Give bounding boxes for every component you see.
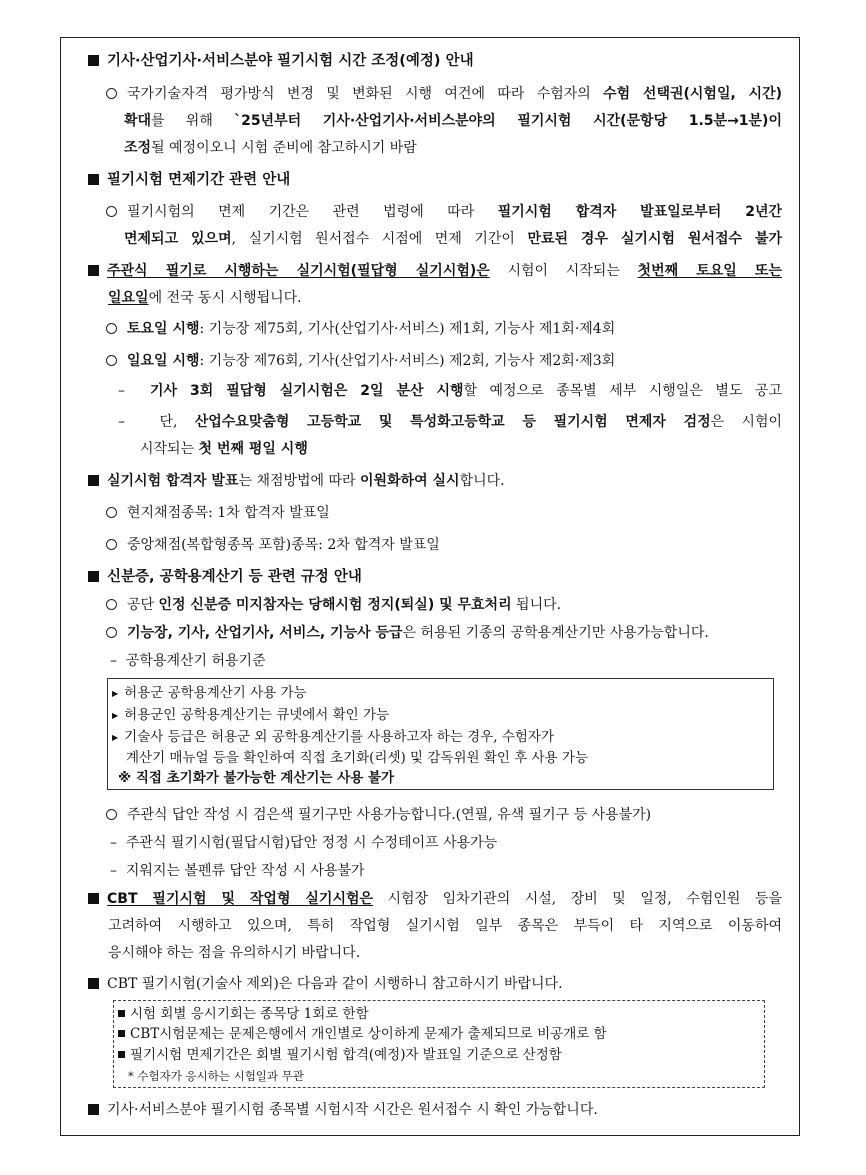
- s2-line-2: 면제되고 있으며, 실기시험 원서접수 시점에 면제 기간이 만료된 경우 실기시험 원서접수 불가: [124, 231, 782, 247]
- dash-bullet-icon: –: [110, 653, 126, 669]
- box1-item-3-cont: 계산기 매뉴얼 등을 확인하여 직접 초기화(리셋) 및 감독위원 확인 후 사용 가능: [126, 750, 589, 766]
- dash-bullet-icon: –: [110, 863, 126, 879]
- s4-item-1: 현지채점종목: 1차 합격자 발표일: [106, 504, 330, 522]
- s3-saturday: 토요일 시행: 기능장 제75회, 기사(산업기사·서비스) 제1회, 기능사 제1회·제4회: [106, 320, 615, 338]
- circle-bullet-icon: [106, 627, 117, 638]
- s5-dash-2: – 주관식 필기시험(필답시험)답안 정정 시 수정테이프 사용가능: [110, 835, 498, 851]
- s1-line-3: 조정될 예정이오니 시험 준비에 참고하시기 바람: [124, 140, 417, 156]
- s3-title-line-2: 일요일에 전국 동시 시행됩니다.: [108, 290, 302, 306]
- circle-bullet-icon: [106, 206, 117, 217]
- section-2-title: 필기시험 면제기간 관련 안내: [88, 171, 290, 189]
- notice-frame: [60, 37, 800, 1136]
- circle-bullet-icon: [106, 507, 117, 518]
- square-bullet-icon: [118, 1051, 125, 1058]
- box2-item-2: CBT시험문제는 문제은행에서 개인별로 상이하게 문제가 출제되므로 비공개로 함: [118, 1025, 607, 1043]
- triangle-bullet-icon: ▶: [112, 711, 119, 720]
- s3-dash-2: – 단, 산업수요맞춤형 고등학교 및 특성화고등학교 등 필기시험 면제자 검정은 시험이: [118, 414, 782, 430]
- s5-item-2: 기능장, 기사, 산업기사, 서비스, 기능사 등급은 허용된 기종의 공학용계산기만 사용가능합니다.: [106, 624, 709, 642]
- s6-line-3: 응시해야 하는 점을 유의하시기 바랍니다.: [108, 945, 361, 961]
- square-bullet-icon: [88, 571, 99, 582]
- s3-sunday: 일요일 시행: 기능장 제76회, 기사(산업기사·서비스) 제2회, 기능사 제2회·제3회: [106, 352, 615, 370]
- s5-dash-3: – 지워지는 볼펜류 답안 작성 시 사용불가: [110, 863, 365, 879]
- section-8-title: 기사·서비스분야 필기시험 종목별 시험시작 시간은 원서접수 시 확인 가능합니다.: [88, 1101, 598, 1119]
- circle-bullet-icon: [106, 88, 117, 99]
- box1-item-2: ▶ 허용군인 공학용계산기는 큐넷에서 확인 가능: [112, 707, 390, 723]
- box2-item-1: 시험 회별 응시기회는 종목당 1회로 한함: [118, 1005, 369, 1023]
- dash-bullet-icon: –: [118, 414, 160, 430]
- square-bullet-icon: [88, 1104, 99, 1115]
- box2-item-3: 필기시험 면제기간은 회별 필기시험 합격(예정)자 발표일 기준으로 산정함: [118, 1046, 562, 1064]
- circle-bullet-icon: [106, 355, 117, 366]
- square-bullet-icon: [88, 475, 99, 486]
- square-bullet-icon: [118, 1030, 125, 1037]
- box1-item-1: ▶ 허용군 공학용계산기 사용 가능: [112, 685, 307, 701]
- square-bullet-icon: [88, 265, 99, 276]
- dash-bullet-icon: –: [118, 383, 151, 399]
- s6-line-2: 고려하여 시행하고 있으며, 특히 작업형 실기시험 일부 종목은 부득이 타 지역으로 이동하여: [108, 918, 782, 934]
- triangle-bullet-icon: ▶: [112, 733, 119, 742]
- square-bullet-icon: [88, 55, 99, 66]
- section-5-title: 신분증, 공학용계산기 등 관련 규정 안내: [88, 568, 362, 586]
- triangle-bullet-icon: ▶: [112, 689, 119, 698]
- square-bullet-icon: [88, 174, 99, 185]
- s1-line-1: 국가기술자격 평가방식 변경 및 변화된 시행 여건에 따라 수험자의 수험 선택권(시험일, 시간): [106, 85, 782, 103]
- section-7-title: CBT 필기시험(기술사 제외)은 다음과 같이 시행하니 참고하시기 바랍니다.: [88, 975, 563, 993]
- s1-line-2: 확대를 위해 `25년부터 기사·산업기사·서비스분야의 필기시험 시간(문항당 1.5분→1분)이: [124, 113, 782, 129]
- s5-item-1: 공단 인정 신분증 미지참자는 당해시험 정지(퇴실) 및 무효처리 됩니다.: [106, 596, 561, 614]
- square-bullet-icon: [118, 1010, 125, 1017]
- section-4-title: 실기시험 합격자 발표는 채점방법에 따라 이원화하여 실시합니다.: [88, 472, 505, 490]
- circle-bullet-icon: [106, 539, 117, 550]
- s5-dash-1: – 공학용계산기 허용기준: [110, 653, 266, 669]
- s3-dash-2-cont: 시작되는 첫 번째 평일 시행: [140, 441, 308, 457]
- s2-line-1: 필기시험의 면제 기간은 관련 법령에 따라 필기시험 합격자 발표일로부터 2년간: [106, 203, 782, 221]
- box2-note: * 수험자가 응시하는 시험일과 무관: [128, 1069, 304, 1083]
- section-1-title: 기사·산업기사·서비스분야 필기시험 시간 조정(예정) 안내: [88, 52, 474, 70]
- circle-bullet-icon: [106, 599, 117, 610]
- circle-bullet-icon: [106, 809, 117, 820]
- dash-bullet-icon: –: [110, 835, 126, 851]
- section-6-title: CBT 필기시험 및 작업형 실기시험은 시험장 임차기관의 시설, 장비 및 일정, 수험인원 등을: [88, 890, 782, 908]
- circle-bullet-icon: [106, 323, 117, 334]
- section-3-title: 주관식 필기로 시행하는 실기시험(필답형 실기시험)은 시험이 시작되는 첫번째 토요일 또는: [88, 262, 782, 280]
- box1-item-3: ▶ 기술사 등급은 허용군 외 공학용계산기를 사용하고자 하는 경우, 수험자가: [112, 729, 555, 745]
- box1-note: ※ 직접 초기화가 불가능한 계산기는 사용 불가: [118, 770, 395, 786]
- s5-item-3: 주관식 답안 작성 시 검은색 필기구만 사용가능합니다.(연필, 유색 필기구 등 사용불가): [106, 806, 651, 824]
- s4-item-2: 중앙채점(복합형종목 포함)종목: 2차 합격자 발표일: [106, 536, 440, 554]
- square-bullet-icon: [88, 978, 99, 989]
- square-bullet-icon: [88, 893, 99, 904]
- s3-dash-1: – 기사 3회 필답형 실기시험은 2일 분산 시행할 예정으로 종목별 세부 시행일은 별도 공고: [118, 383, 782, 399]
